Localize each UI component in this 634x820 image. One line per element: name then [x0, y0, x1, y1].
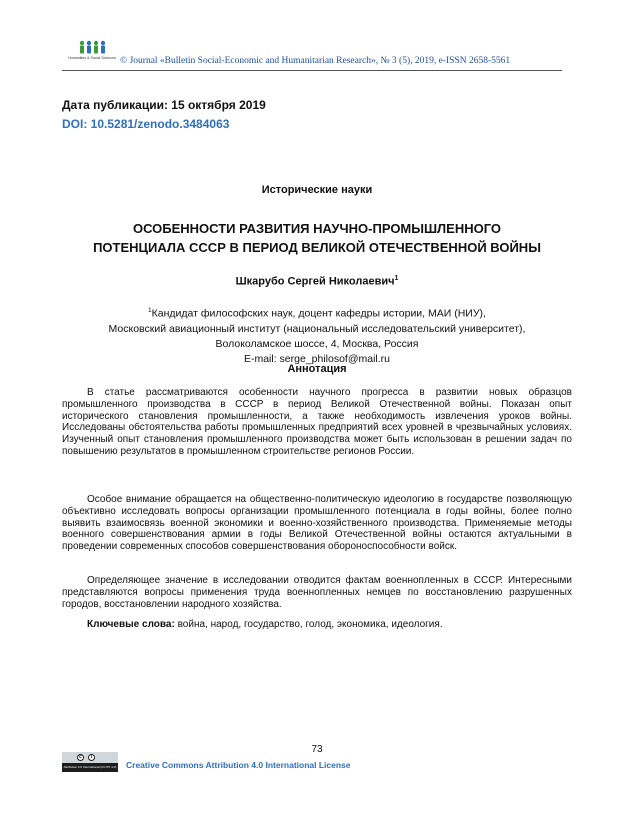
affiliation-line-1-text: Кандидат философских наук, доцент кафедры истории, МАИ (НИУ), [151, 307, 486, 320]
journal-citation: © Journal «Bulletin Social-Economic and Humanitarian Research», № 3 (5), 2019, e-ISSN 2658-5561 [120, 56, 511, 66]
journal-logo [62, 40, 122, 70]
cc-badge-top [62, 752, 118, 763]
title-line-2: ПОТЕНЦИАЛА СССР В ПЕРИОД ВЕЛИКОЙ ОТЕЧЕСТВЕННОЙ ВОЙНЫ [93, 240, 541, 255]
cc-badge-caption: Attribution 4.0 International (CC BY 4.0) [62, 763, 118, 772]
affiliation-line-1 [62, 303, 572, 322]
people-logo-icon [77, 40, 107, 54]
author-name-text: Шкарубо Сергей Николаевич [235, 275, 395, 288]
publication-date: Дата публикации: 15 октября 2019 [62, 98, 266, 112]
page-number: 73 [311, 744, 323, 755]
section-heading: Исторические науки [261, 184, 373, 196]
affiliation-line-3: Волоколамское шоссе, 4, Москва, Россия [215, 337, 419, 350]
keywords [87, 619, 443, 630]
by-icon: i [88, 754, 95, 761]
author-name [62, 275, 572, 288]
title-line-1: ОСОБЕННОСТИ РАЗВИТИЯ НАУЧНО-ПРОМЫШЛЕННОГО [132, 221, 502, 236]
logo-caption: Humanities & Social Sciences [68, 56, 116, 60]
abstract-paragraph-3: Определяющее значение в исследовании отводится фактам военнопленных в СССР. Интересными представляются вопросы применения труда военнопленных немцев по восстановлению разрушенных городов, восстановлении народного хозяйства. [62, 575, 572, 610]
cc-license-badge[interactable] [62, 752, 118, 772]
doi-link[interactable]: DOI: 10.5281/zenodo.3484063 [62, 117, 230, 131]
keywords-label: Ключевые слова: [87, 619, 175, 630]
abstract-paragraph-2: Особое внимание обращается на общественно-политическую идеологию в государстве позволяющую объективно исследовать вопросы организации промышленного потенциала в годы войны, более полно выявить взаимосвязь военной экономики и военно-хозяйственного производства. Применяемые методы военного совершенствования армии в годы Великой Отечественной войны остаются актуальными в проведении современных способов совершенствования обороноспособности войск. [62, 494, 572, 553]
affiliation-footnote-mark: 1 [148, 307, 152, 314]
abstract-heading: Аннотация [287, 363, 347, 375]
author-footnote-mark: 1 [394, 275, 399, 282]
article-title [62, 219, 572, 257]
cc-icon: c [77, 754, 84, 761]
license-link[interactable]: Creative Commons Attribution 4.0 International License [126, 760, 351, 770]
abstract-paragraph-1: В статье рассматриваются особенности научного прогресса в развитии новых образцов промышленного производства в СССР в период Великой Отечественной войны. Показан опыт исторического становления промышленности, а также необходимость извлечения уроков войны. Исследованы обстоятельства работы промышленных предприятий всех уровней в чрезвычайных условиях. Изученный опыт становления промышленного производства может быть использован в решении задач по повышению результатов в промышленном строительстве регионов России. [62, 387, 572, 457]
page-header [62, 40, 562, 72]
affiliation-line-2: Московский авиационный институт (национальный исследовательский университет), [108, 322, 526, 335]
header-divider [62, 70, 562, 71]
author-email: E-mail: serge_philosof@mail.ru [243, 352, 391, 365]
author-affiliation [62, 303, 572, 367]
keywords-list: война, народ, государство, голод, экономика, идеология. [174, 619, 443, 630]
